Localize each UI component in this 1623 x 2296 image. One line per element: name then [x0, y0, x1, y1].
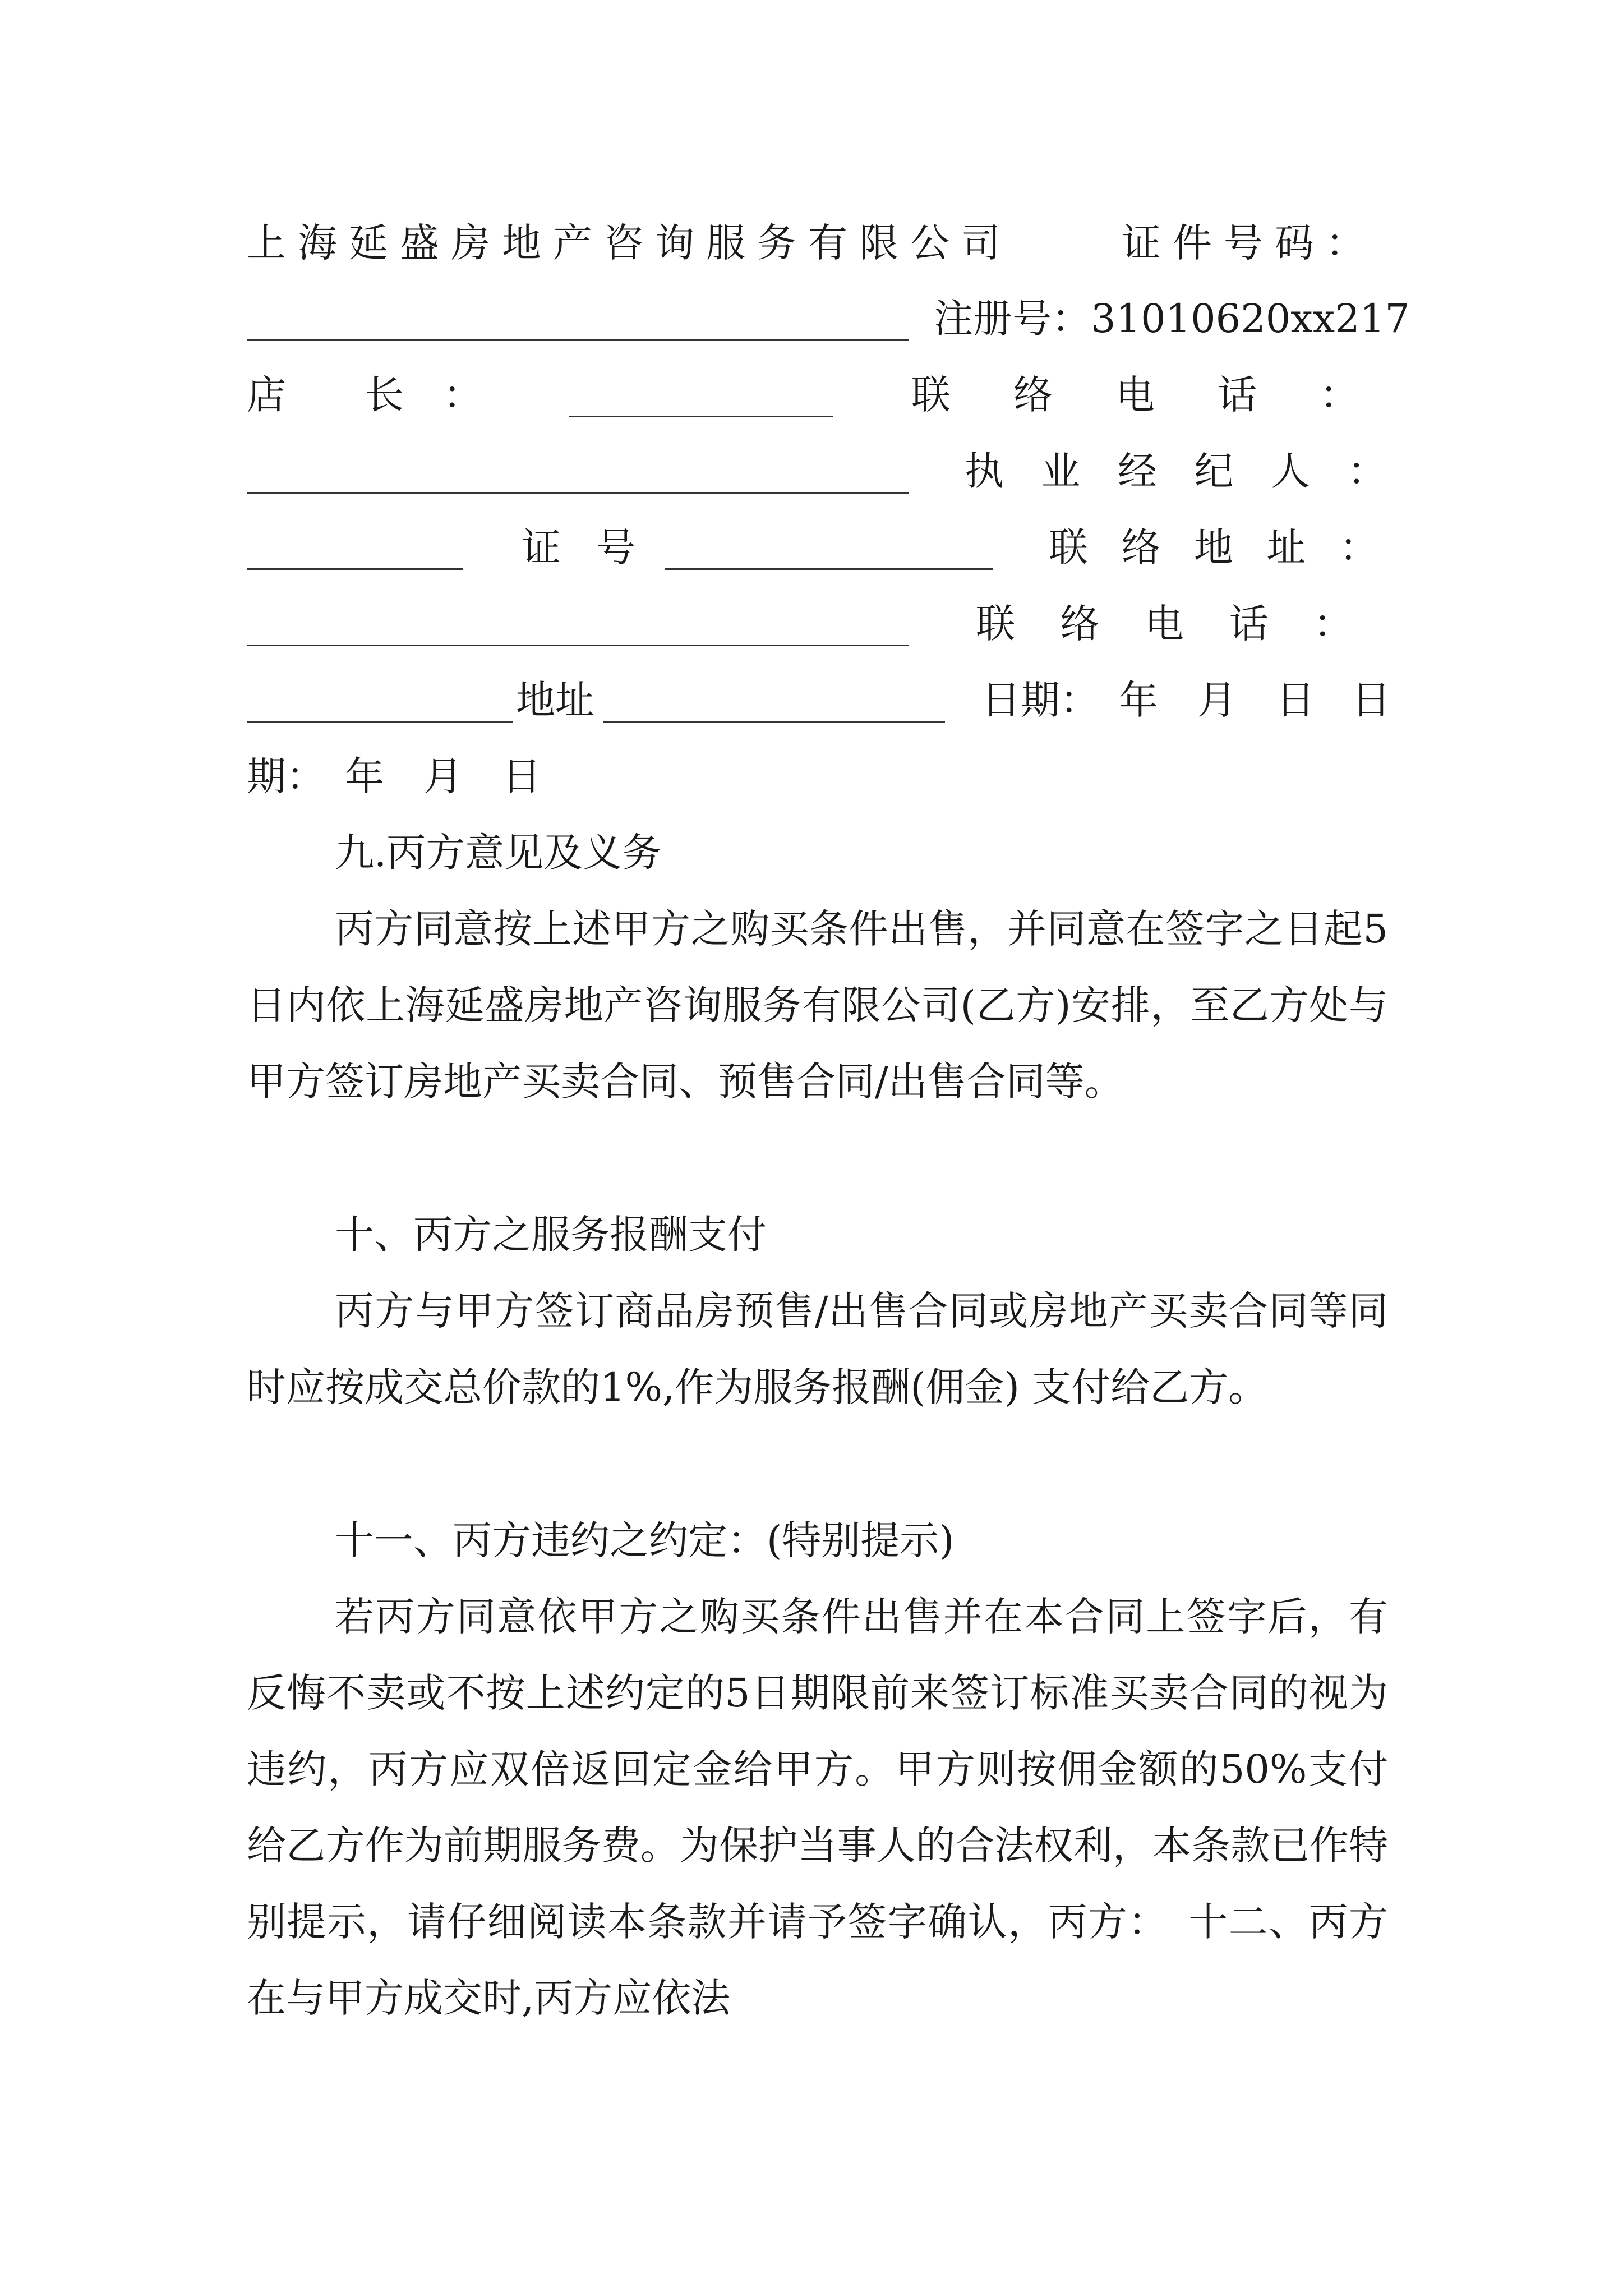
phone-blank	[247, 492, 909, 494]
manager-blank	[569, 416, 833, 417]
header-line-5	[247, 509, 1412, 586]
header-line-7	[247, 662, 1391, 738]
agent-label: 执业经纪人：	[965, 448, 1424, 494]
company-name: 上海延盛房地产咨询服务有限公司	[247, 220, 1012, 266]
registration-number: 注册号：31010620xx217	[934, 296, 1410, 342]
phone-label: 联络电话：	[911, 372, 1422, 418]
section-9-title: 九.丙方意见及义务	[335, 830, 662, 876]
address-blank	[247, 645, 909, 646]
phone-blank-2	[247, 721, 513, 723]
date-label-2-start: 日	[1352, 677, 1391, 723]
section-11-title: 十一、丙方违约之约定：(特别提示)	[335, 1517, 955, 1563]
header-line-1	[247, 205, 1385, 281]
header-line-6	[247, 586, 1398, 662]
phone-label-2: 联络电话：	[976, 601, 1398, 647]
header-line-2	[247, 280, 1410, 357]
section-10-body: 丙方与甲方签订商品房预售/出售合同或房地产买卖合同等同时应按成交总价款的1%,作为服务报酬(佣金) 支付给乙方。	[247, 1288, 1388, 1410]
header-line-8	[247, 738, 1385, 815]
header-line-4	[247, 433, 1424, 509]
agent-blank	[247, 568, 463, 570]
date-label-2-end: 期： 年 月 日	[247, 753, 541, 799]
id-number-label: 证件号码：	[1122, 220, 1377, 266]
manager-label: 店 长 ：	[247, 372, 482, 418]
cert-blank	[665, 568, 993, 570]
date-label-1: 日期： 年 月 日	[981, 677, 1315, 723]
id-number-blank	[247, 339, 909, 341]
address-label: 联络地址：	[1049, 524, 1412, 570]
section-11-body: 若丙方同意依甲方之购买条件出售并在本合同上签字后，有反悔不卖或不按上述约定的5日期限前来签订标准买卖合同的视为违约，丙方应双倍返回定金给甲方。甲方则按佣金额的50%支付给乙方作为前期服务费。为保护当事人的合法权利，本条款已作特别提示，请仔细阅读本条款并请予签字确认，丙方： 十二、丙方在与甲方成交时,丙方应依法	[247, 1594, 1388, 2021]
address-label-2: 地址	[516, 677, 594, 723]
address-blank-2	[603, 721, 945, 723]
section-9-body: 丙方同意按上述甲方之购买条件出售，并同意在签字之日起5日内依上海延盛房地产咨询服务有限公司(乙方)安排，至乙方处与甲方签订房地产买卖合同、预售合同/出售合同等。	[247, 906, 1388, 1105]
header-line-3	[247, 357, 1422, 433]
cert-label: 证号	[522, 524, 671, 570]
section-10-title: 十、丙方之服务报酬支付	[335, 1212, 767, 1258]
